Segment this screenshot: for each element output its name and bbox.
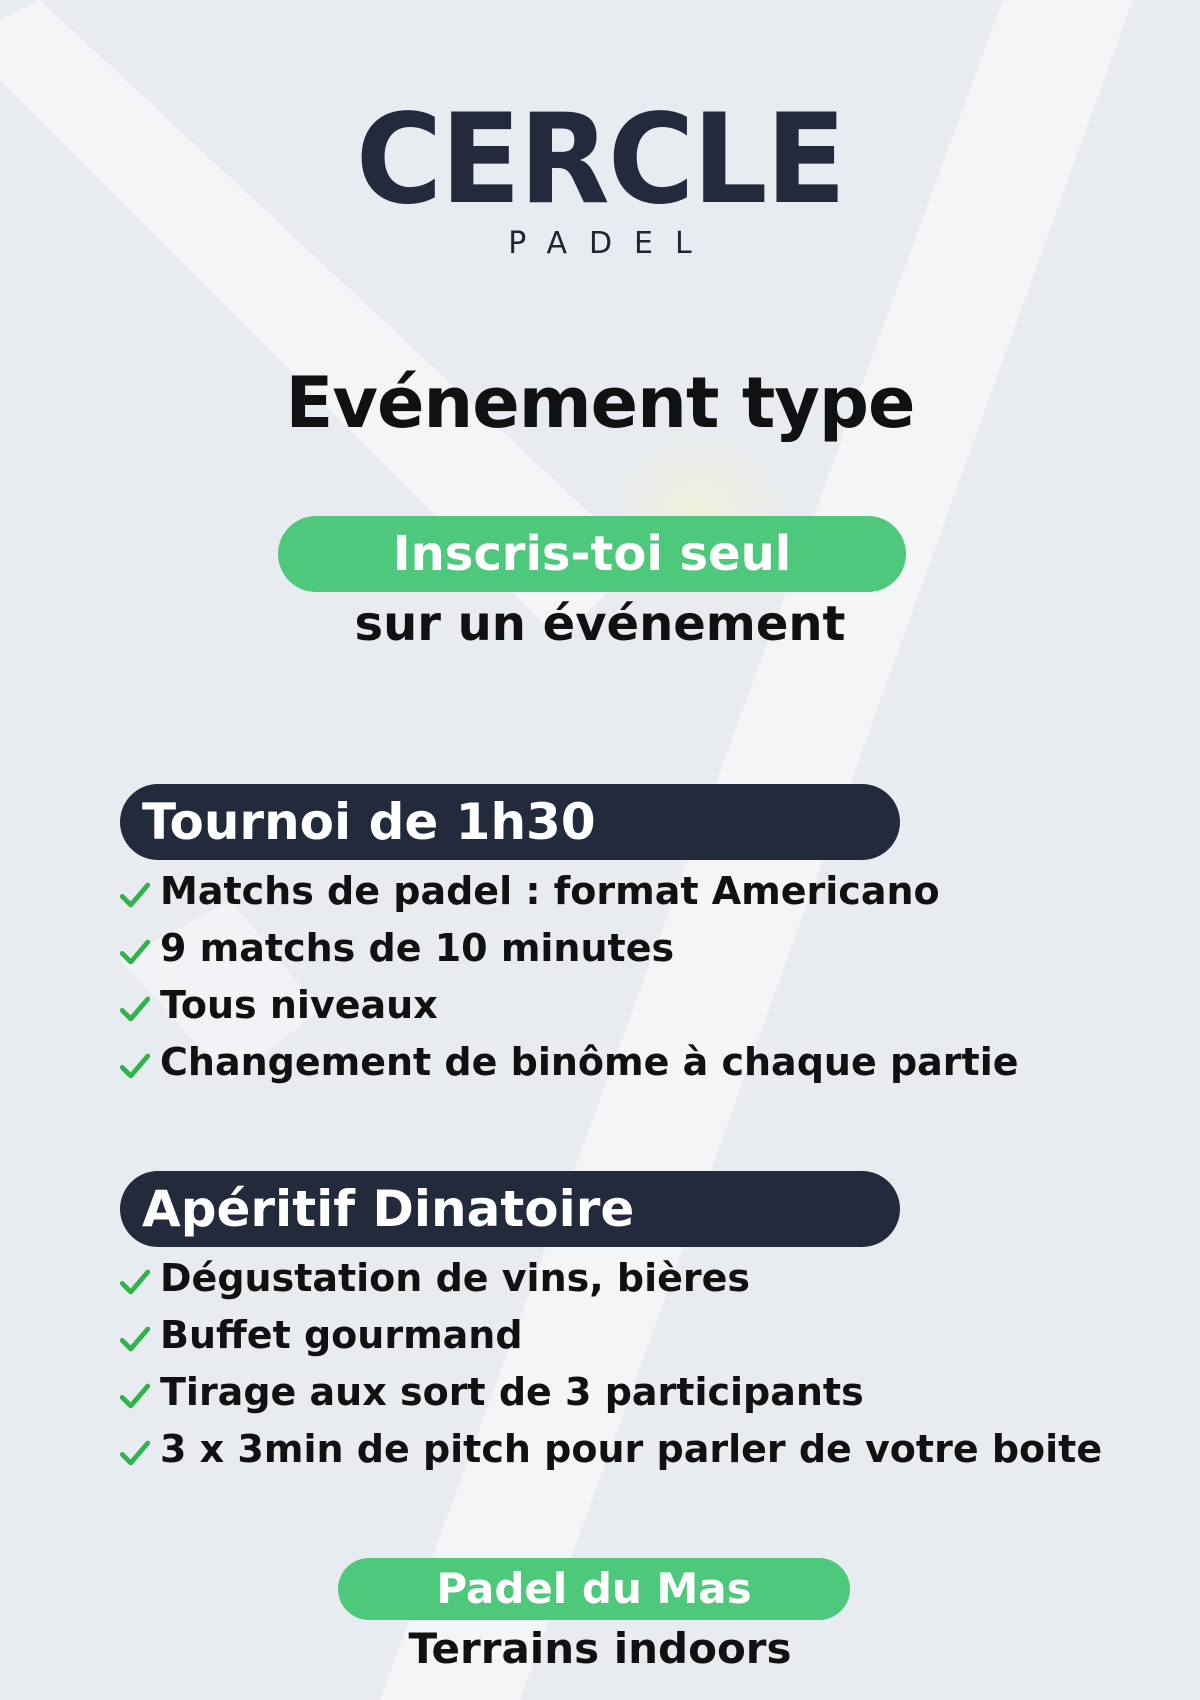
section-heading-tournament: Tournoi de 1h30 bbox=[120, 784, 900, 860]
list-item-text: 9 matchs de 10 minutes bbox=[160, 925, 675, 970]
venue-pill: Padel du Mas bbox=[338, 1558, 850, 1620]
list-item bbox=[118, 1363, 1102, 1420]
check-icon bbox=[118, 1379, 152, 1413]
aperitif-feature-list bbox=[118, 1249, 1102, 1477]
signup-pill: Inscris-toi seul bbox=[278, 516, 906, 592]
check-icon bbox=[118, 1322, 152, 1356]
list-item bbox=[118, 919, 1019, 976]
list-item bbox=[118, 1420, 1102, 1477]
list-item-text: Dégustation de vins, bières bbox=[160, 1255, 751, 1300]
cercle-padel-logo bbox=[0, 86, 1200, 261]
check-icon bbox=[118, 1265, 152, 1299]
signup-subtitle: sur un événement bbox=[354, 596, 846, 652]
logo-subtitle: PADEL bbox=[508, 226, 714, 261]
check-icon bbox=[118, 1049, 152, 1083]
check-icon bbox=[118, 878, 152, 912]
page-title: Evénement type bbox=[285, 362, 915, 444]
list-item-text: Tirage aux sort de 3 participants bbox=[160, 1369, 864, 1414]
section-heading-aperitif: Apéritif Dinatoire bbox=[120, 1171, 900, 1247]
list-item bbox=[118, 976, 1019, 1033]
list-item bbox=[118, 1249, 1102, 1306]
list-item-text: Matchs de padel : format Americano bbox=[160, 868, 940, 913]
check-icon bbox=[118, 992, 152, 1026]
check-icon bbox=[118, 1436, 152, 1470]
venue-subtitle: Terrains indoors bbox=[408, 1624, 792, 1673]
check-icon bbox=[118, 935, 152, 969]
list-item-text: Changement de binôme à chaque partie bbox=[160, 1039, 1019, 1084]
tournament-feature-list bbox=[118, 862, 1019, 1090]
list-item-text: 3 x 3min de pitch pour parler de votre boite bbox=[160, 1426, 1103, 1471]
list-item bbox=[118, 862, 1019, 919]
logo-wordmark: CERCLE bbox=[355, 86, 845, 232]
list-item bbox=[118, 1033, 1019, 1090]
list-item-text: Tous niveaux bbox=[160, 982, 438, 1027]
list-item bbox=[118, 1306, 1102, 1363]
list-item-text: Buffet gourmand bbox=[160, 1312, 523, 1357]
